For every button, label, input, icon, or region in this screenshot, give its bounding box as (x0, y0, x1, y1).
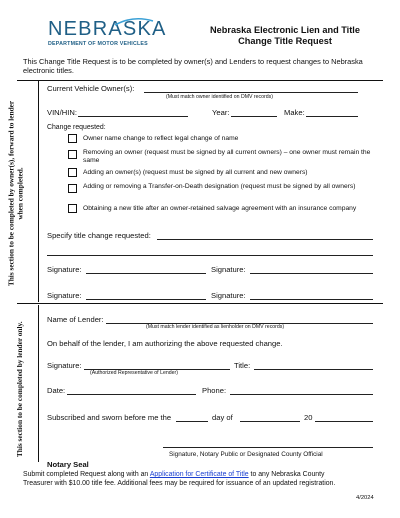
owner-signature-label-2: Signature: (211, 265, 246, 274)
year-field[interactable] (231, 116, 277, 117)
option-salvage-checkbox[interactable] (68, 204, 77, 213)
option-add-owner-checkbox[interactable] (68, 168, 77, 177)
current-owner-note: (Must match owner identified on DMV records) (166, 94, 273, 100)
vin-label: VIN/HIN: (47, 108, 77, 117)
date-label: Date: (47, 386, 66, 395)
sworn-month-field[interactable] (240, 421, 300, 422)
owner-section-side-label: This section to be completed by owner(s), forward to lender when completed. (6, 100, 24, 287)
specify-change-field[interactable] (157, 239, 373, 240)
submit-instructions (23, 470, 324, 479)
authorized-rep-note: (Authorized Representative of Lender) (90, 370, 178, 376)
fee-text: Treasurer with $10.00 title fee. Additional fees may be required for issuance of an updated registration. (23, 480, 336, 487)
lender-section-side-label: This section to be completed by lender only. (14, 321, 24, 458)
form-revision-date: 4/2024 (356, 495, 374, 501)
specify-change-field-line2[interactable] (47, 255, 373, 256)
authorize-text: On behalf of the lender, I am authorizing the above requested change. (47, 339, 283, 348)
owner-signature-field-4[interactable] (250, 299, 373, 300)
section-divider-middle (17, 303, 383, 304)
lender-title-label: Title: (234, 361, 251, 370)
form-title-line1: Nebraska Electronic Lien and Title (210, 25, 360, 35)
sworn-year-prefix: 20 (304, 413, 313, 422)
submit-text-after: to any Nebraska County (250, 471, 325, 478)
owner-signature-field-2[interactable] (250, 273, 373, 274)
owner-signature-label-3: Signature: (47, 291, 82, 300)
intro-text: This Change Title Request is to be completed by owner(s) and Lenders to request changes to Nebraska electronic titles. (23, 57, 363, 76)
date-field[interactable] (67, 394, 196, 395)
form-title (185, 25, 385, 47)
option-name-change-label: Owner name change to reflect legal change of name (83, 135, 239, 142)
vin-field[interactable] (78, 116, 188, 117)
sworn-day-text: day of (212, 413, 233, 422)
option-salvage-label: Obtaining a new title after an owner-retained salvage agreement with an insurance company (83, 205, 357, 212)
section-divider-top (17, 80, 383, 81)
sworn-before-text: Subscribed and sworn before me the (47, 413, 172, 422)
notary-seal-label: Notary Seal (47, 460, 89, 469)
make-field[interactable] (306, 116, 358, 117)
logo-subtitle: DEPARTMENT OF MOTOR VEHICLES (48, 41, 148, 47)
lender-name-note: (Must match lender identified as lienholder on DMV records) (146, 324, 285, 330)
option-remove-owner-checkbox[interactable] (68, 150, 77, 159)
lender-title-field[interactable] (254, 369, 373, 370)
lender-signature-label: Signature: (47, 361, 82, 370)
option-tod-checkbox[interactable] (68, 184, 77, 193)
phone-field[interactable] (230, 394, 373, 395)
lender-name-label: Name of Lender: (47, 315, 104, 324)
notary-signature-field[interactable] (163, 447, 373, 448)
logo-wordmark: NEBRASKA (48, 18, 167, 40)
current-owner-field[interactable] (144, 92, 358, 93)
option-name-change-checkbox[interactable] (68, 134, 77, 143)
owner-signature-label-4: Signature: (211, 291, 246, 300)
owner-section-rule (38, 81, 39, 302)
notary-signature-label: Signature, Notary Public or Designated County Official (169, 451, 323, 458)
make-label: Make: (284, 108, 305, 117)
phone-label: Phone: (202, 386, 227, 395)
year-label: Year: (212, 108, 230, 117)
change-requested-label: Change requested: (47, 124, 106, 131)
logo-swoosh-icon (113, 17, 155, 27)
sworn-year-field[interactable] (315, 421, 373, 422)
submit-text-before: Submit completed Request along with an (23, 471, 149, 478)
current-owner-label: Current Vehicle Owner(s): (47, 84, 135, 93)
owner-signature-field-3[interactable] (86, 299, 206, 300)
application-link[interactable]: Application for Certificate of Title (149, 471, 249, 478)
option-tod-label: Adding or removing a Transfer-on-Death designation (request must be signed by all owners) (83, 183, 356, 190)
form-title-line2: Change Title Request (238, 36, 332, 46)
owner-signature-label-1: Signature: (47, 265, 82, 274)
option-add-owner-label: Adding an owner(s) (request must be signed by all current and new owners) (83, 169, 308, 176)
lender-section-rule (38, 305, 39, 462)
sworn-day-field[interactable] (176, 421, 208, 422)
specify-change-label: Specify title change requested: (47, 231, 151, 240)
option-remove-owner-label: Removing an owner (request must be signed by all current owners) – one owner must remain the same (83, 149, 371, 164)
owner-signature-field-1[interactable] (86, 273, 206, 274)
